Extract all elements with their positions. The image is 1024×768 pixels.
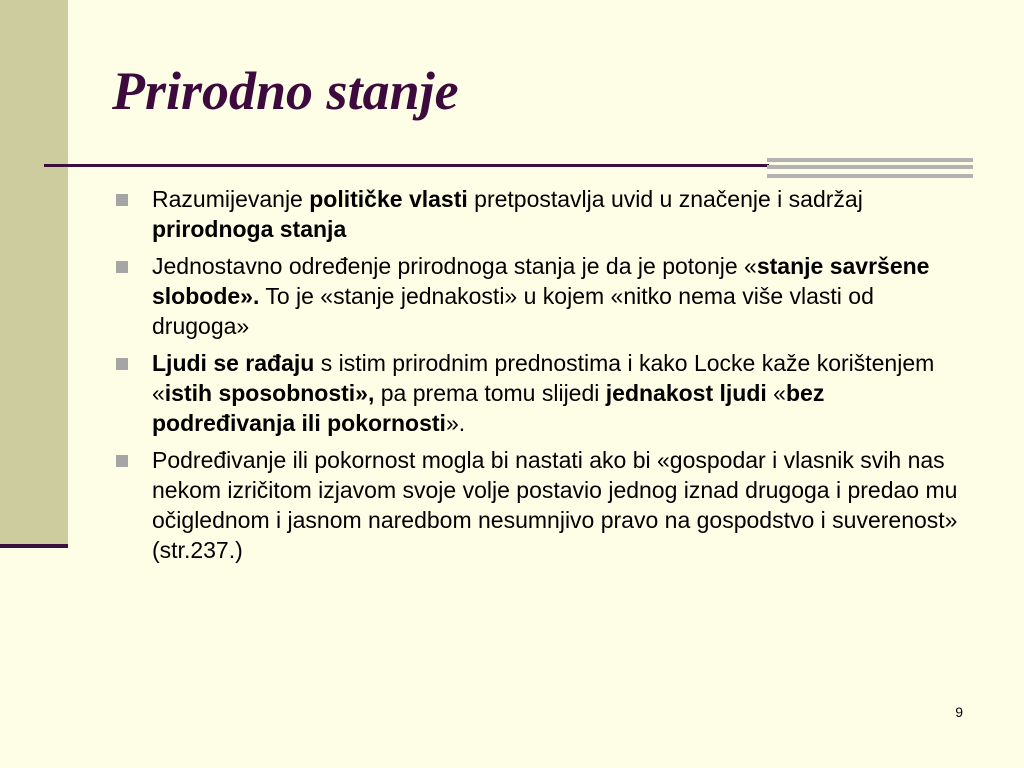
title-underline	[44, 164, 769, 167]
text-run: Podređivanje ili pokornost mogla bi nastati ako bi «gospodar i vlasnik svih nas nekom izričitom izjavom svoje volje postavio jednog iznad drugoga i predao mu očiglednom i jasnom naredbom nesumnjivo pravo na gospodstvo i suverenost» (str.237.)	[152, 447, 958, 563]
bold-text-run: Ljudi se rađaju	[152, 350, 315, 376]
bold-text-run: stanje savršene slobode».	[152, 253, 930, 309]
text-run: «	[766, 380, 786, 406]
side-decoration-line	[0, 544, 68, 548]
bullet-item	[114, 251, 964, 341]
text-run: Jednostavno određenje prirodnoga stanja je da je potonje «	[152, 253, 757, 279]
page-number: 9	[955, 704, 963, 720]
bullet-text	[152, 253, 929, 339]
square-bullet-icon	[116, 455, 128, 467]
bullet-text	[152, 350, 934, 436]
bullet-list	[114, 184, 964, 572]
bullet-text	[152, 447, 957, 563]
text-run: To je «stanje jednakosti» u kojem «nitko nema više vlasti od drugoga»	[152, 283, 874, 339]
square-bullet-icon	[116, 194, 128, 206]
bold-text-run: jednakost ljudi	[605, 380, 767, 406]
bullet-item	[114, 445, 964, 565]
text-run: Razumijevanje	[152, 186, 310, 212]
bold-text-run: prirodnoga stanja	[152, 216, 347, 242]
bold-text-run: istih sposobnosti»,	[164, 380, 375, 406]
bullet-item	[114, 184, 964, 244]
accent-bar-bottom	[767, 174, 973, 178]
accent-bar-middle	[767, 165, 973, 169]
text-run: s istim prirodnim prednostima i kako Locke kaže korištenjem «	[152, 350, 935, 406]
text-run: pa prema tomu slijedi	[374, 380, 606, 406]
square-bullet-icon	[116, 358, 128, 370]
bold-text-run: političke vlasti	[309, 186, 468, 212]
square-bullet-icon	[116, 261, 128, 273]
accent-bar-top	[767, 158, 973, 162]
side-decoration-band	[0, 0, 68, 548]
slide-title: Prirodno stanje	[112, 61, 459, 121]
text-run: ».	[445, 410, 466, 436]
bullet-item	[114, 348, 964, 438]
text-run: pretpostavlja uvid u značenje i sadržaj	[467, 186, 863, 212]
bullet-text	[152, 186, 863, 242]
bold-text-run: bez podređivanja ili pokornosti	[152, 380, 825, 436]
